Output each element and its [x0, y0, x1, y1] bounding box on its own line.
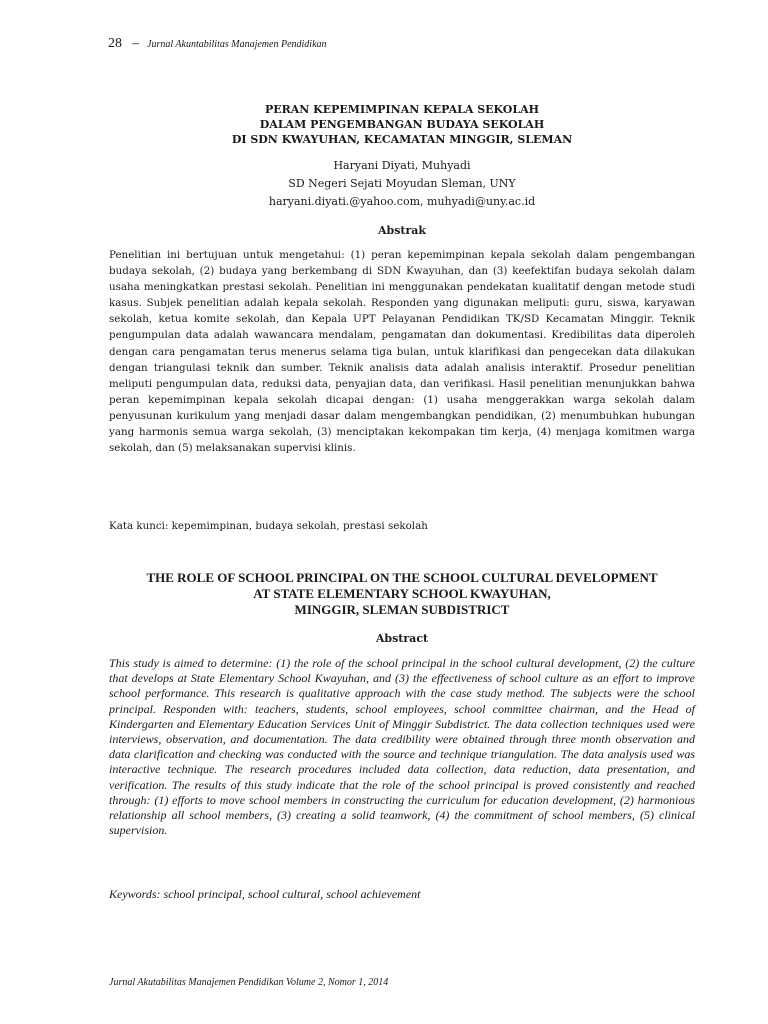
english-title-line: AT STATE ELEMENTARY SCHOOL KWAYUHAN, — [253, 586, 551, 601]
author-emails: haryani.diyati.@yahoo.com, muhyadi@uny.ac.id — [268, 195, 536, 208]
running-header — [108, 36, 327, 56]
header-dash: – — [132, 36, 139, 51]
abstrak-body: Penelitian ini bertujuan untuk mengetahui: (1) peran kepemimpinan kepala sekolah dalam pengembangan budaya sekolah, (2) budaya yang berkembang di SDN Kwayuhan, dan (3) keefektifan budaya sekolah dalam usaha meningkatkan prestasi sekolah. Penelitian ini menggunakan pendekatan kualitatif dengan metode studi kasus. Subjek penelitian adalah kepala sekolah. Responden yang digunakan meliputi: guru, siswa, karyawan sekolah, ketua komite sekolah, dan Kepala UPT Pelayanan Pendidikan TK/SD Kecamatan Minggir. Teknik pengumpulan data adalah wawancara mendalam, pengamatan dan dokumentasi. Kredibilitas data diperoleh dengan cara pengamatan terus menerus selama tiga bulan, untuk klarifikasi dan pengecekan data dilakukan dengan triangulasi teknik dan sumber. Teknik analisis data adalah analisis interaktif. Prosedur penelitian meliputi pengumpulan data, reduksi data, penyajian data, dan verifikasi. Hasil penelitian menunjukkan bahwa peran kepemimpinan kepala sekolah dicapai dengan: (1) usaha menggerakkan warga sekolah dalam penyusunan kurikulum yang menjadi dasar dalam mengembangkan pendidikan, (2) menumbuhkan hubungan yang harmonis semua warga sekolah, (3) menciptakan kekompakan tim kerja, (4) menjaga komitmen warga sekolah, dan (5) melaksanakan supervisi klinis. — [109, 249, 695, 455]
page-number: 28 — [108, 36, 122, 51]
footer-citation: Jurnal Akutabilitas Manajemen Pendidikan Volume 2, Nomor 1, 2014 — [109, 977, 389, 988]
indonesian-title — [109, 102, 695, 147]
author-affiliation: SD Negeri Sejati Moyudan Sleman, UNY — [288, 177, 516, 190]
abstract-body: This study is aimed to determine: (1) the role of the school principal in the school cultural development, (2) the culture that develops at State Elementary School Kwayuhan, and (3) the effectiveness of school culture as an effort to improve school performance. This research is qualitative approach with the case study method. The subjects were the school principal. Responden with: teachers, students, school employees, school committee chairman, and the Head of Kindergarten and Elementary Education Services Unit of Minggir Subdistrict. The data collection techniques used were interviews, observation, and documentation. The data credibility were obtained through three month observation and data clarification and checking was conducted with the source and technique triangulation. The data analysis used was interactive technique. The research procedures included data collection, data reduction, data presentation, and verification. The results of this study indicate that the role of the school principal is proved consistently and reached through: (1) efforts to move school members in constructing the curriculum for education development, (2) harmonious relationship all school members, (3) creating a solid teamwork, (4) the commitment of school members, (5) clinical supervision. — [109, 656, 695, 838]
abstract-heading: Abstract — [375, 632, 429, 645]
indonesian-title-line: DI SDN KWAYUHAN, KECAMATAN MINGGIR, SLEMAN — [231, 133, 573, 146]
journal-name: Jurnal Akuntabilitas Manajemen Pendidikan — [147, 39, 327, 50]
english-title-line: THE ROLE OF SCHOOL PRINCIPAL ON THE SCHOOL CULTURAL DEVELOPMENT — [146, 570, 658, 585]
kata-kunci: Kata kunci: kepemimpinan, budaya sekolah, prestasi sekolah — [109, 520, 428, 532]
keywords: Keywords: school principal, school cultural, school achievement — [109, 887, 421, 901]
indonesian-title-line: DALAM PENGEMBANGAN BUDAYA SEKOLAH — [259, 118, 545, 131]
author-names: Haryani Diyati, Muhyadi — [333, 159, 471, 172]
abstrak-heading: Abstrak — [377, 224, 427, 237]
author-block — [109, 157, 695, 211]
english-title-line: MINGGIR, SLEMAN SUBDISTRICT — [294, 602, 510, 617]
indonesian-title-line: PERAN KEPEMIMPINAN KEPALA SEKOLAH — [264, 103, 540, 116]
english-title — [109, 570, 695, 618]
